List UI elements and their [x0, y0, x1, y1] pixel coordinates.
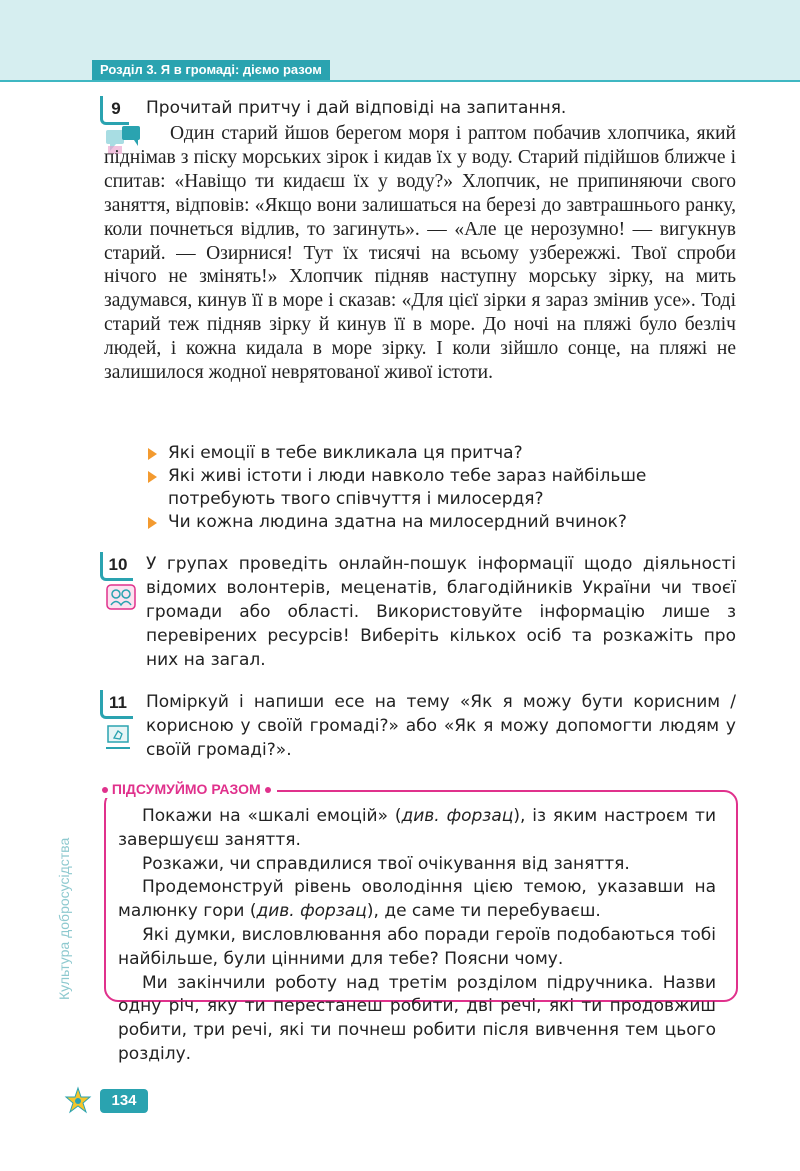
task-11-text: Поміркуй і напиши есе на тему «Як я можу бути корисним / корисною у своїй громаді?» або «Як я можу допомогти людям у своїй громаді?». [146, 692, 736, 760]
parable-paragraph: Один старий йшов берегом моря і раптом побачив хлопчика, який піднімав з піску морських зірок і кидав їх у воду. Старий підійшов ближче і спитав: «Навіщо ти кидаєш їх у воду?» Хлопчик, не припиняючи свого заняття, відповів: «Якщо вони залишаться на березі до завтрашнього ранку, коли почнеться відлив, то загинуть». — «Але це нерозумно! — вигукнув старий. — Озирнися! Тут їх тисячі на всьому узбережжі. Твої спроби нічого не змінять!» Хлопчик підняв наступну морську зірку, на мить задумався, кинув її в море і сказав: «Для цієї зірки я зараз змінив усе». Тоді старий теж підняв зірку й кинув її в море. До ночі на пляжі було безліч людей, і кожна кидала в море зірку. І коли зійшло сонце, на пляжі не залишилося жодної неврятованої живої істоти. [104, 123, 736, 384]
summary-title [98, 780, 277, 798]
question-text: Які емоції в тебе викликала ця притча? [168, 443, 523, 463]
list-item [146, 442, 736, 465]
question-text: Чи кожна людина здатна на милосердний вчинок? [168, 512, 627, 532]
star-logo-icon [64, 1086, 92, 1114]
summary-paragraph: Покажи на «шкалі емоцій» (див. форзац), із яким настроєм ти завершуєш заняття. [118, 806, 716, 850]
summary-paragraph: Ми закінчили роботу над третім розділом підручника. Назви одну річ, яку ти перестанеш робити, дві речі, які ти продовжиш робити, три речі, які ти почнеш робити після вивчення тем цього розділу. [118, 972, 716, 1064]
bullet-arrow-icon [148, 517, 157, 529]
question-list [146, 442, 736, 534]
task-number-10: 10 [100, 552, 133, 581]
group-work-icon [104, 582, 138, 612]
bullet-arrow-icon [148, 448, 157, 460]
summary-paragraph: Продемонструй рівень оволодіння цією темою, указавши на малюнку гори (див. форзац), де саме ти перебуваєш. [118, 877, 716, 922]
writing-hand-icon [104, 722, 134, 750]
task-number-11: 11 [100, 690, 133, 719]
reference: див. форзац [401, 806, 514, 826]
task-number-9: 9 [100, 96, 129, 125]
reference: див. форзац [256, 901, 367, 922]
summary-title-text: ПІДСУМУЙМО РАЗОМ [111, 781, 261, 797]
dot-icon [265, 787, 271, 793]
section-label: Розділ 3. Я в громаді: діємо разом [92, 60, 330, 80]
task-9-instruction: Прочитай притчу і дай відповіді на запитання. [146, 98, 567, 118]
list-item [146, 465, 736, 511]
summary-paragraph: Розкажи, чи справдилися твої очікування від заняття. [142, 853, 630, 874]
side-title: Культура добросусідства [56, 837, 72, 1000]
list-item [146, 511, 736, 534]
question-text: Які живі істоти і люди навколо тебе зараз найбільше потребують твого співчуття і милосердя? [168, 466, 647, 509]
summary-text [118, 805, 716, 1067]
bullet-arrow-icon [148, 471, 157, 483]
parable-text [104, 122, 736, 385]
summary-paragraph: Які думки, висловлювання або поради героїв подобаються тобі найбільше, були цінними для тебе? Поясни чому. [118, 924, 716, 969]
task-10-text: У групах проведіть онлайн-пошук інформації щодо діяльності відомих волонтерів, меценатів, благодійників України чи твоєї громади або області. Використовуйте інформацію лише з перевірених ресурсів! Виберіть кількох осіб та розкажіть про них на загал. [146, 554, 736, 670]
dot-icon [102, 787, 108, 793]
page-number: 134 [100, 1089, 148, 1113]
